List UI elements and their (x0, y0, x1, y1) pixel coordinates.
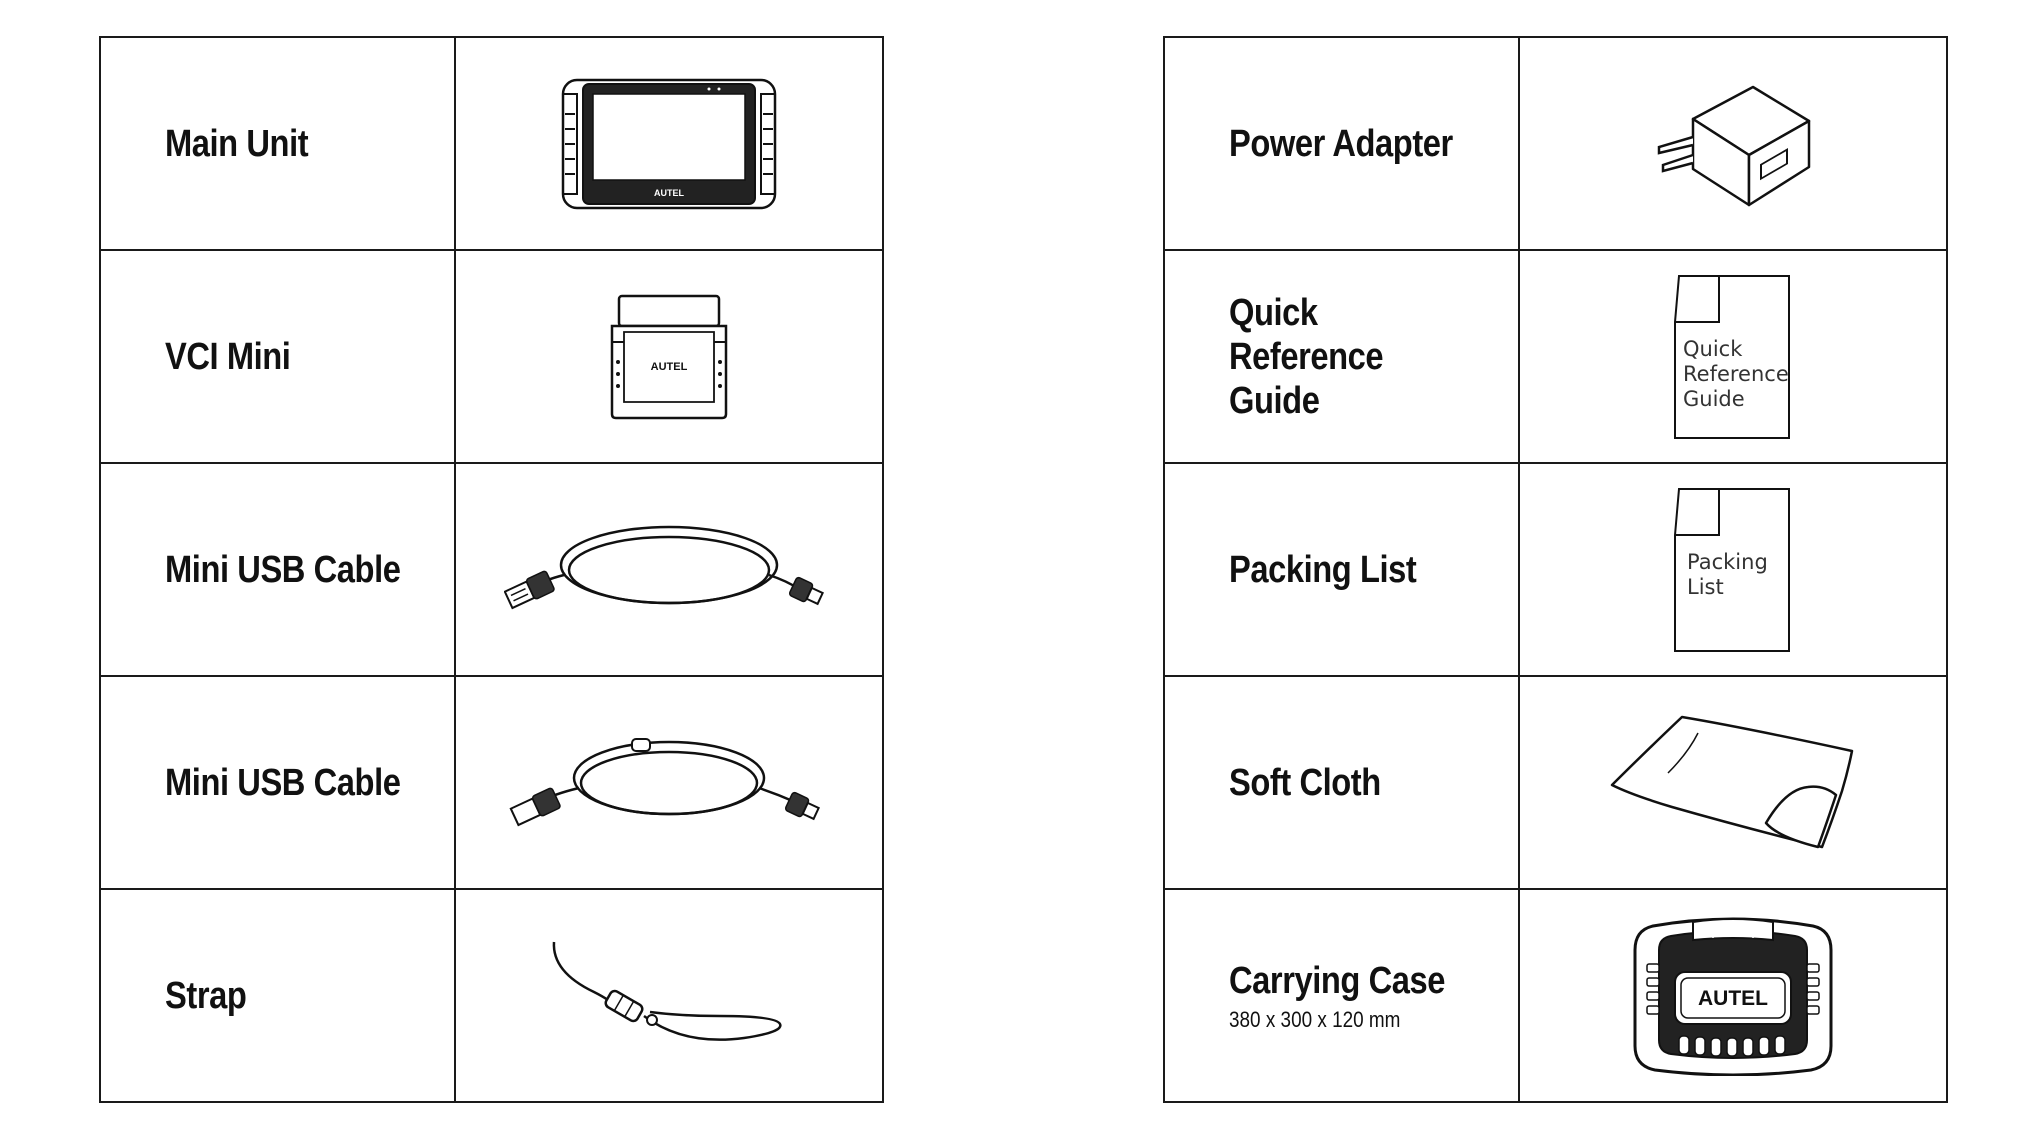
carrying-case-icon (1633, 916, 1833, 1076)
table-row (1164, 676, 1947, 889)
item-name-cell (100, 889, 455, 1102)
item-name: Packing List (1229, 548, 1417, 591)
item-name-cell (100, 37, 455, 250)
power-adapter-icon (1653, 79, 1813, 209)
document-icon (1673, 487, 1793, 653)
item-name-cell (1164, 463, 1519, 676)
item-name: Mini USB Cable (165, 548, 401, 591)
item-name: Quick Reference Guide (1229, 291, 1384, 422)
item-image-cell (1519, 250, 1947, 463)
item-name: Mini USB Cable (165, 761, 401, 804)
item-image-cell (455, 463, 883, 676)
doc-line: Packing (1687, 549, 1768, 574)
item-name: Carrying Case (1229, 959, 1446, 1002)
item-image-cell (1519, 463, 1947, 676)
item-dimensions: 380 x 300 x 120 mm (1229, 1006, 1401, 1032)
doc-line: Quick (1683, 336, 1743, 361)
item-name-cell (1164, 37, 1519, 250)
doc-line: List (1687, 574, 1724, 599)
table-row (100, 463, 883, 676)
doc-line: Reference (1683, 361, 1789, 386)
item-name-cell (1164, 676, 1519, 889)
item-image-cell (1519, 889, 1947, 1102)
doc-line: Guide (1683, 386, 1745, 411)
item-name-cell (1164, 250, 1519, 463)
brand-label: AUTEL (650, 360, 688, 373)
table-row (100, 37, 883, 250)
item-image-cell (455, 250, 883, 463)
table-row (1164, 250, 1947, 463)
package-list-table-right (1163, 36, 1948, 1103)
item-name-cell (100, 463, 455, 676)
table-row (100, 676, 883, 889)
item-image-cell (455, 889, 883, 1102)
item-name: Strap (165, 974, 247, 1017)
tablet-icon (559, 74, 779, 214)
table-row (100, 250, 883, 463)
item-name-cell (100, 250, 455, 463)
usb-cable-icon (504, 520, 834, 620)
item-name: Soft Cloth (1229, 761, 1381, 804)
table-row (1164, 889, 1947, 1102)
item-name-cell (1164, 889, 1519, 1102)
document-icon (1673, 274, 1793, 440)
item-name-cell (100, 676, 455, 889)
item-image-cell (455, 676, 883, 889)
item-image-cell (1519, 37, 1947, 250)
item-name: Power Adapter (1229, 122, 1453, 165)
item-name: Main Unit (165, 122, 309, 165)
brand-label: AUTEL (654, 187, 684, 198)
item-image-cell (455, 37, 883, 250)
usb-cable-ferrite-icon (504, 733, 834, 833)
table-row (1164, 37, 1947, 250)
strap-icon (544, 936, 794, 1056)
table-row (1164, 463, 1947, 676)
vci-adapter-icon (604, 292, 734, 422)
item-image-cell (1519, 676, 1947, 889)
item-name: VCI Mini (165, 335, 291, 378)
brand-label: AUTEL (1698, 986, 1768, 1010)
table-row (100, 889, 883, 1102)
cloth-icon (1608, 713, 1858, 853)
package-list-table-left (99, 36, 884, 1103)
